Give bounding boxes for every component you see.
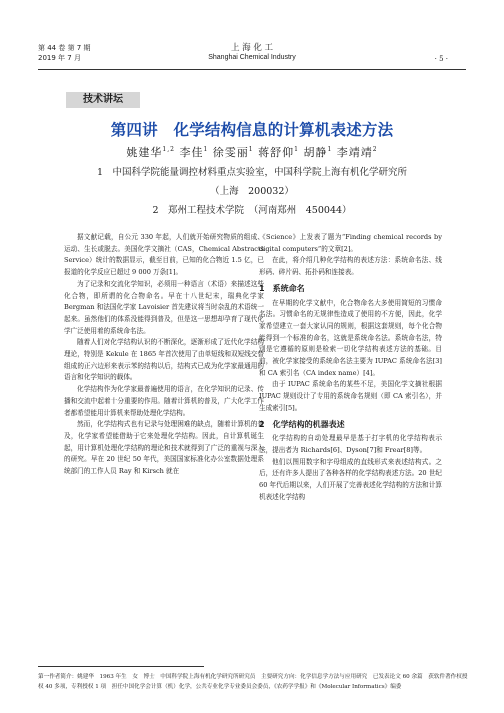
affiliation-1: 1 中国科学院能量调控材料重点实验室，中国科学院上海有机化学研究所 <box>96 167 408 178</box>
author-name: 胡静 <box>303 146 328 159</box>
body-column-right <box>259 232 442 503</box>
author-name: 李靖靖 <box>336 146 373 159</box>
author-affiliation-mark: 1 <box>203 146 209 153</box>
author-name: 姚建华 <box>126 146 163 159</box>
footnote-divider <box>38 666 204 667</box>
journal-name-en: Shanghai Chemical Industry <box>208 54 296 61</box>
journal-name <box>140 43 364 63</box>
header-divider <box>38 69 466 70</box>
affiliation-2: 2 郑州工程技术学院 （河南郑州 450044） <box>152 205 352 216</box>
journal-name-cn: 上 海 化 工 <box>230 43 274 53</box>
section-heading: 1 系统命名 <box>259 283 305 293</box>
paragraph: 《Science》上发表了题为“Finding chemical records by digital computers”的文章[2]。 <box>259 233 442 253</box>
author-affiliation-mark: 1 <box>327 146 333 153</box>
issue-date: 2019 年 7 月 <box>38 54 81 62</box>
paragraph: 随着人们对化学结构认识的不断深化，逐渐形成了近代化学结构理论，特别是 Kekule 在 1865 年首次使用了由单短线和双短线交替组成的正六边形来表示苯的结构以后，结构式已成为化学家最通用的语言和化学知识的载体。 <box>64 338 264 382</box>
affiliation-1-location: （上海 200032） <box>210 186 294 197</box>
author-name: 徐雯丽 <box>212 146 249 159</box>
author-affiliation-mark: 1 <box>294 146 299 153</box>
author-list <box>40 144 464 160</box>
author-affiliation-mark: 1 <box>248 146 254 153</box>
paragraph: 化学结构作为化学家最普遍使用的语言，在化学知识的记录、传播和交流中起着十分重要的作用。随着计算机的普及，广大化学工作者都希望能用计算机来帮助处理化学结构。 <box>64 385 264 417</box>
paragraph: 为了记录和交流化学知识，必须用一种语言（术语）来描述这些化合物，即所谓的化合物命名。早在十八世纪末，瑞典化学家 Bergman 和法国化学家 Lavoisier 首先建议将当时杂乱的术语统一起来。虽然他们的体系没能得到普及，但是这一思想却孕育了现代化学广泛使用着的系统命名法。 <box>64 279 264 335</box>
paragraph: 据文献记载，自公元 330 年起，人们就开始研究物质的组成、运动、生长或脱去。美国化学文摘社（CAS，Chemical Abstracts Service）统计的数据显示，截至目前，已知的化合物近 1.5 亿，已报道的化学反应已超过 9 000 万条[1]。 <box>64 233 264 277</box>
volume-issue: 第 44 卷 第 7 期 <box>38 44 91 52</box>
paragraph: 在早期的化学文献中，化合物命名大多使用简短的习惯命名法。习惯命名的无规律性造成了使用的不方便，因此，化学家希望建立一套大家认同的规则，根据这套规则，每个化合物能得到一个标准的命名，这就是系统命名法。系统命名法，特别是它遵循的原则是检索一切化学结构表述方法的基础。目前，被化学家接受的系统命名法主要为 IUPAC 系统命名法[3]和 CA 索引名（CA index name）[4]。 <box>259 298 442 377</box>
paragraph: 化学结构的自动处理最早是基于打字机的化学结构表示法，提出者为 Richards[6]、Dyson[7]和 Frear[8]等。 <box>259 434 442 454</box>
author-name: 李佳 <box>179 146 204 159</box>
body-column-left <box>64 232 264 478</box>
page-number: · 5 · <box>434 55 448 63</box>
paragraph: 由于 IUPAC 系统命名的某些不足，美国化学文摘社根据 IUPAC 规则设计了专用的系统命名规则（即 CA 索引名），并生成索引[5]。 <box>259 380 442 412</box>
article-title: 第四讲 化学结构信息的计算机表述方法 <box>110 121 394 139</box>
section-heading: 2 化学结构的机器表述 <box>259 419 345 429</box>
author-footnote: 第一作者简介：姚建华 1963 年生 女 博士 中国科学院上海有机化学研究所研究员 主要研究方向：化学信息学方法与应用研究 已发表论文 60 余篇 获软件著作权授权 40 多项，专利授权 1 项 担任中国化学会计算（机）化学，公共专业化学专业委员会委员，《农药学学报》和《Molecular Informatics》编委 <box>38 674 468 690</box>
author-name: 蒋舒仰 <box>258 146 295 159</box>
author-affiliation-mark: 2 <box>372 146 378 153</box>
paragraph: 然而，化学结构式也有记录与处理困难的缺点，随着计算机的普及，化学家希望能借助于它来处理化学结构。因此，自计算机诞生起，用计算机处理化学结构的理论和技术就得到了广泛的重视与深入的研究。早在 20 世纪 50 年代，美国国家标准化办公室数据处理系统部门的工作人员 Ray 和 Kirsch 就在 <box>64 420 264 476</box>
column-tag: 技术讲坛 <box>66 92 140 108</box>
issue-info <box>38 43 91 63</box>
author-affiliation-mark: 1,2 <box>162 146 175 153</box>
paragraph: 在此，将介绍几种化学结构的表述方法：系统命名法、线形码、碎片码、拓扑码和连接表。 <box>259 256 442 277</box>
paragraph: 他们以图用数字和字母组成的直线形式来表述结构式。之后，还有许多人提出了各种各样的化学结构表述方法。20 世纪 60 年代后期以来，人们开展了完善表述化学结构的方法和计算机表述化学结构 <box>259 457 442 501</box>
